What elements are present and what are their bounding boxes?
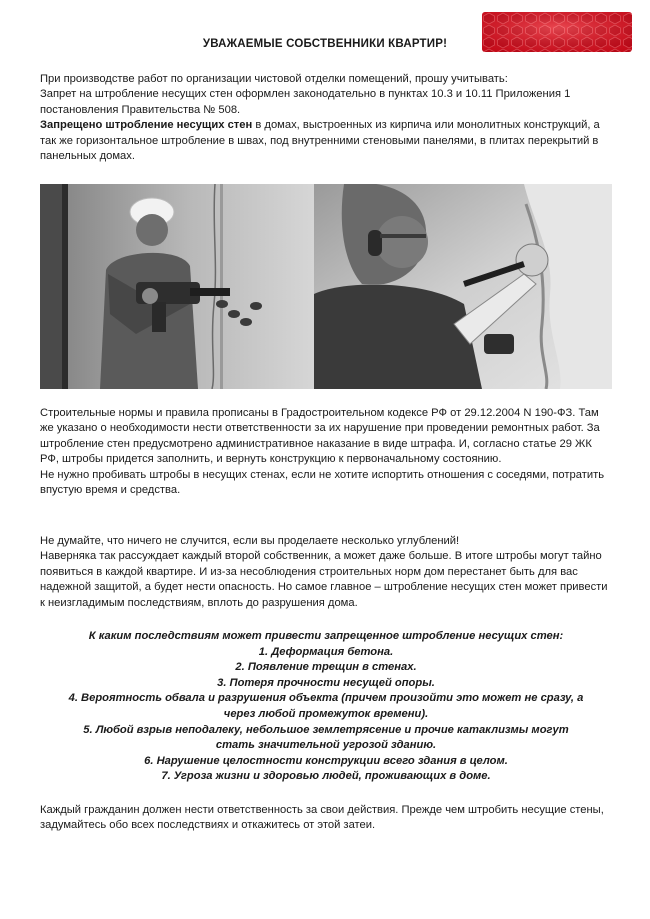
consequences-list bbox=[40, 629, 612, 785]
hammer-drill-photo bbox=[40, 184, 314, 389]
list-item: 7. Угроза жизни и здоровью людей, проживающих в доме. bbox=[161, 770, 491, 783]
closing-section bbox=[40, 803, 612, 834]
norms-paragraph: Строительные нормы и правила прописаны в Градостроительном кодексе РФ от 29.12.2004 N 190-ФЗ. Там же указано о необходимости нести ответственности за их нарушение при проведении ремонтных работ. За штробление стен предусмотрено административное наказание в виде штрафа. И, согласно статье 29 ЖК РФ, штробы придется заполнить, и вернуть конструкцию к первоначальному состоянию. bbox=[40, 407, 600, 466]
wall-chaser-photo bbox=[314, 184, 612, 389]
consequences-heading: К каким последствиям может привести запрещенное штробление несущих стен: bbox=[88, 630, 564, 642]
closing-paragraph: Каждый гражданин должен нести ответственность за свои действия. Прежде чем штробить несущие стены, задумайтесь обо всех последствиях и откажитесь от этой затеи. bbox=[40, 804, 604, 832]
list-item: 2. Появление трещин в стенах. bbox=[235, 661, 417, 674]
photo-strip bbox=[40, 184, 612, 389]
intro-law-reference: Запрет на штробление несущих стен оформлен законодательно в пунктах 10.3 и 10.11 Приложения 1 постановления Правительства № 508. bbox=[40, 88, 571, 116]
intro-line: При производстве работ по организации чистовой отделки помещений, прошу учитывать: bbox=[40, 73, 508, 85]
prohibition-rest: в домах, выстроенных из кирпича или монолитных конструкций, а так же горизонтальное штробление в швах, под внутренними стеновыми панелями, в плитах перекрытий в панельных домах. bbox=[40, 119, 600, 163]
list-item: 5. Любой взрыв неподалеку, небольшое землетрясение и прочие катаклизмы могут стать значительной угрозой зданию. bbox=[83, 723, 569, 752]
intro-prohibition bbox=[40, 118, 612, 164]
list-item: 4. Вероятность обвала и разрушения объекта (причем произойти это может не сразу, а через любой промежуток времени). bbox=[68, 692, 584, 720]
warning-lead: Не думайте, что ничего не случится, если вы проделаете несколько углублений! bbox=[40, 535, 460, 547]
list-item: 3. Потеря прочности несущей опоры. bbox=[217, 676, 435, 689]
list-item: 1. Деформация бетона. bbox=[258, 645, 394, 658]
norms-advice: Не нужно пробивать штробы в несущих стенах, если не хотите испортить отношения с соседями, потратить впустую время и средства. bbox=[40, 468, 605, 497]
norms-section bbox=[40, 406, 612, 498]
intro-section bbox=[40, 72, 612, 164]
list-item: 6. Нарушение целостности конструкции всего здания в целом. bbox=[144, 754, 508, 767]
page-title: УВАЖАЕМЫЕ СОБСТВЕННИКИ КВАРТИР! bbox=[202, 38, 448, 50]
warning-section bbox=[40, 534, 612, 611]
warning-paragraph: Наверняка так рассуждает каждый второй собственник, а может даже больше. В итоге штробы могут тайно появиться в каждой квартире. И из-за несоблюдения строительных норм дом перестанет быть для вас надежной защитой, а будет нести опасность. Но самое главное – штробление несущих стен может привести к неизгладимым последствиям, вплоть до разрушения дома. bbox=[40, 550, 608, 609]
prohibition-bold: Запрещено штробление несущих стен bbox=[40, 119, 253, 132]
